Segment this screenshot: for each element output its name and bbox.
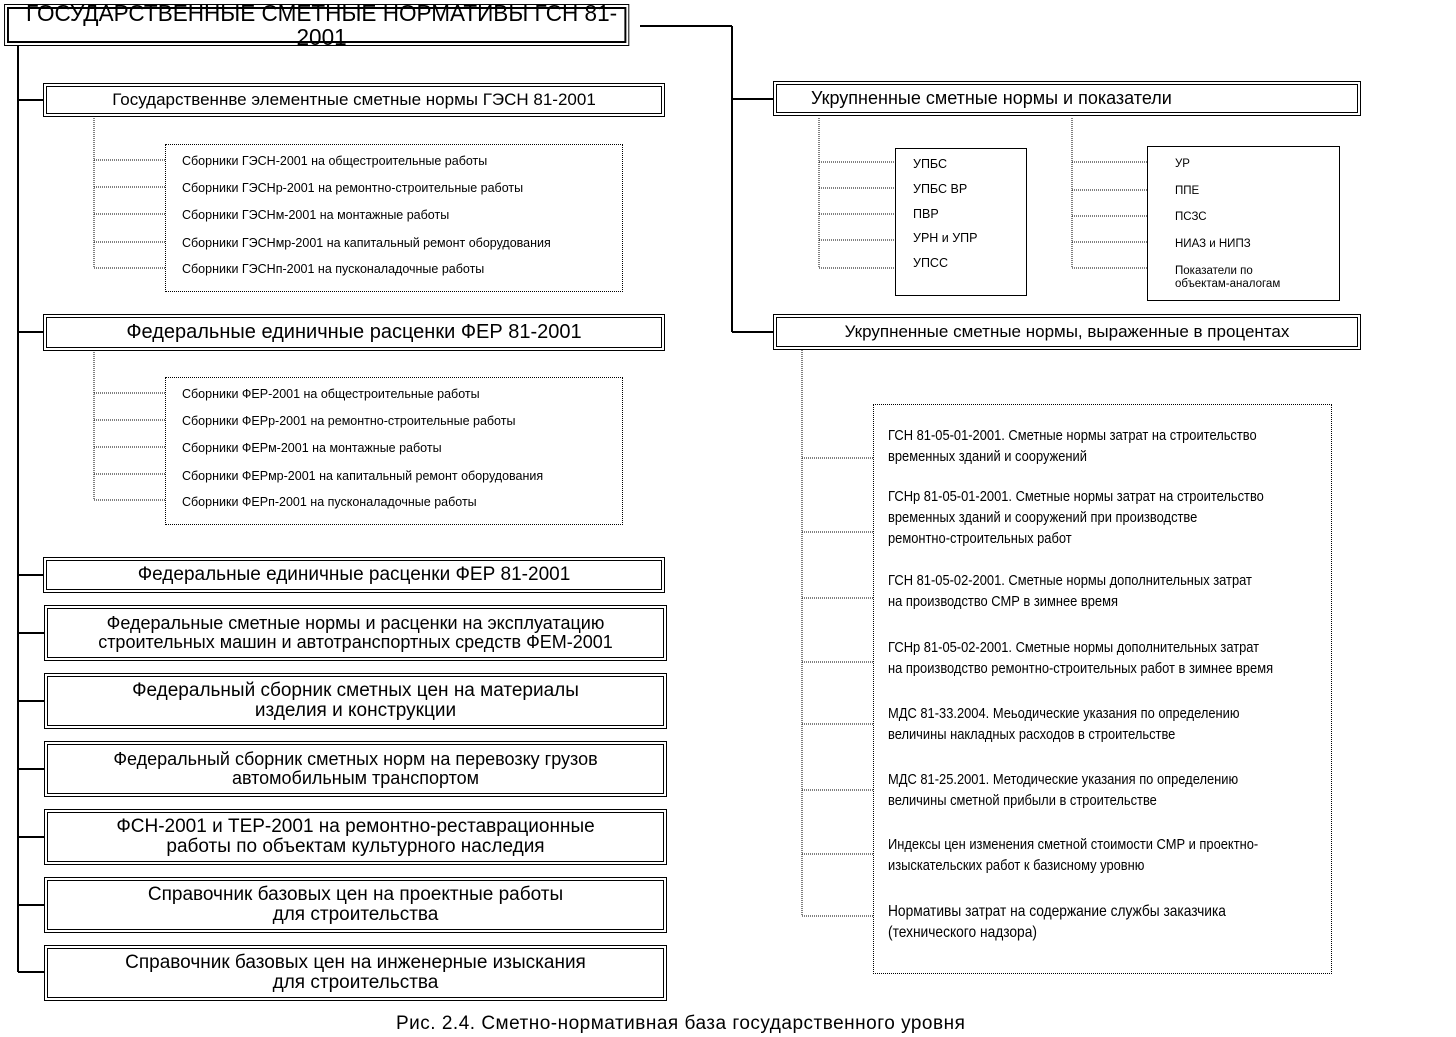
item-line: временных зданий и сооружений при производстве — [888, 509, 1198, 526]
list-item: УПБС — [913, 157, 948, 171]
list-item — [888, 425, 1257, 467]
item-line: на производство ремонтно-строительных работ в зимнее время — [888, 660, 1274, 677]
list-item — [888, 570, 1252, 612]
fer-list — [165, 377, 623, 525]
pct-list — [873, 404, 1332, 974]
item-line: величины сметной прибыли в строительстве — [888, 792, 1157, 809]
box-line: Федеральный сборник сметных цен на материалы — [132, 680, 579, 702]
left-box-transport — [47, 744, 664, 794]
gesn-title: Государственнве элементные сметные нормы ГЭСН 81-2001 — [112, 90, 596, 110]
item-line: ГСНр 81-05-01-2001. Сметные нормы затрат на строительство — [888, 488, 1264, 505]
list-item: ПВР — [913, 207, 939, 221]
box-line: изделия и конструкции — [254, 700, 457, 721]
box-line: Федеральный сборник сметных норм на перевозку грузов — [113, 749, 598, 770]
list-item — [888, 769, 1238, 811]
list-item — [888, 901, 1226, 943]
list-item — [888, 637, 1273, 679]
list-item: объектам-аналогам — [1175, 278, 1281, 290]
list-item — [888, 834, 1258, 876]
list-item: Сборники ГЭСН-2001 на общестроительные работы — [182, 154, 488, 168]
box-line: для строительства — [272, 972, 439, 993]
ukr-title: Укрупненные сметные нормы и показатели — [811, 88, 1172, 109]
left-box-survey-prices — [47, 948, 664, 998]
box-line: ФСН-2001 и ТЕР-2001 на ремонтно-реставрационные — [116, 816, 595, 838]
list-item: Сборники ФЕР-2001 на общестроительные работы — [182, 387, 480, 401]
item-line: изыскательских работ к базисному уровню — [888, 857, 1145, 874]
list-item: УРН и УПР — [913, 231, 978, 245]
fer-title: Федеральные единичные расценки ФЕР 81-2001 — [126, 321, 582, 343]
ukr-list-a — [895, 148, 1027, 296]
pct-title: Укрупненные сметные нормы, выраженные в процентах — [844, 322, 1290, 342]
list-item: Показатели по — [1175, 265, 1253, 277]
root-title — [7, 0, 626, 50]
item-line: величины накладных расходов в строительстве — [888, 726, 1176, 743]
list-item — [888, 486, 1264, 549]
item-line: ГСНр 81-05-02-2001. Сметные нормы дополнительных затрат — [888, 639, 1260, 656]
list-item: Сборники ГЭСНп-2001 на пусконаладочные работы — [182, 262, 485, 276]
ukr-list-b — [1147, 146, 1340, 301]
list-item: Сборники ГЭСНмр-2001 на капитальный ремонт оборудования — [182, 236, 551, 250]
pct-box — [776, 317, 1358, 347]
list-item — [888, 703, 1240, 745]
list-item: ППЕ — [1175, 185, 1200, 197]
item-line: ГСН 81-05-02-2001. Сметные нормы дополнительных затрат — [888, 572, 1252, 589]
list-item: НИАЗ и НИПЗ — [1175, 238, 1251, 250]
list-item: ПСЗС — [1175, 211, 1207, 223]
root-title-text: ГОСУДАРСТВЕННЫЕ СМЕТНЫЕ НОРМАТИВЫ ГСН 81-2001 — [26, 0, 618, 50]
list-item: Сборники ГЭСНр-2001 на ремонтно-строительные работы — [182, 181, 524, 195]
gesn-list — [165, 144, 623, 292]
list-item: Сборники ФЕРп-2001 на пусконаладочные работы — [182, 495, 477, 509]
gesn-box — [46, 86, 662, 114]
item-line: временных зданий и сооружений — [888, 448, 1087, 465]
left-box-fem — [47, 608, 664, 658]
left-box-heritage — [47, 812, 664, 862]
list-item: УПСС — [913, 256, 948, 270]
item-line: ремонтно-строительных работ — [888, 530, 1072, 547]
box-line: Федеральные сметные нормы и расценки на эксплуатацию — [106, 613, 605, 634]
list-item: Сборники ФЕРр-2001 на ремонтно-строительные работы — [182, 414, 516, 428]
item-line: Индексы цен изменения сметной стоимости СМР и проектно- — [888, 836, 1259, 853]
list-item: УПБС ВР — [913, 182, 968, 196]
list-item: Сборники ГЭСНм-2001 на монтажные работы — [182, 208, 450, 222]
item-line: МДС 81-25.2001. Методические указания по определению — [888, 771, 1239, 788]
item-line: (технического надзора) — [888, 924, 1037, 941]
left-box-design-prices — [47, 880, 664, 930]
ukr-box — [776, 84, 1358, 113]
box-line: для строительства — [272, 904, 439, 925]
item-line: ГСН 81-05-01-2001. Сметные нормы затрат на строительство — [888, 427, 1257, 444]
box-line: работы по объектам культурного наследия — [166, 836, 545, 857]
box-line: Справочник базовых цен на проектные работы — [147, 884, 564, 906]
left-box-materials — [47, 676, 664, 726]
list-item: Сборники ФЕРмр-2001 на капитальный ремонт оборудования — [182, 469, 544, 483]
box-line: строительных машин и автотранспортных средств ФЕМ-2001 — [98, 632, 613, 652]
item-line: Нормативы затрат на содержание службы заказчика — [888, 903, 1226, 920]
box-line: Справочник базовых цен на инженерные изыскания — [125, 952, 586, 974]
figure-caption: Рис. 2.4. Сметно-нормативная база государственного уровня — [396, 1013, 966, 1034]
list-item: УР — [1175, 158, 1190, 170]
fer-box — [46, 317, 662, 348]
item-line: на производство СМР в зимнее время — [888, 593, 1118, 610]
box-line: автомобильным транспортом — [231, 768, 480, 788]
box-line: Федеральные единичные расценки ФЕР 81-2001 — [137, 564, 571, 586]
left-box-fer — [46, 560, 662, 590]
item-line: МДС 81-33.2004. Меьодические указания по определению — [888, 705, 1240, 722]
list-item: Сборники ФЕРм-2001 на монтажные работы — [182, 441, 442, 455]
